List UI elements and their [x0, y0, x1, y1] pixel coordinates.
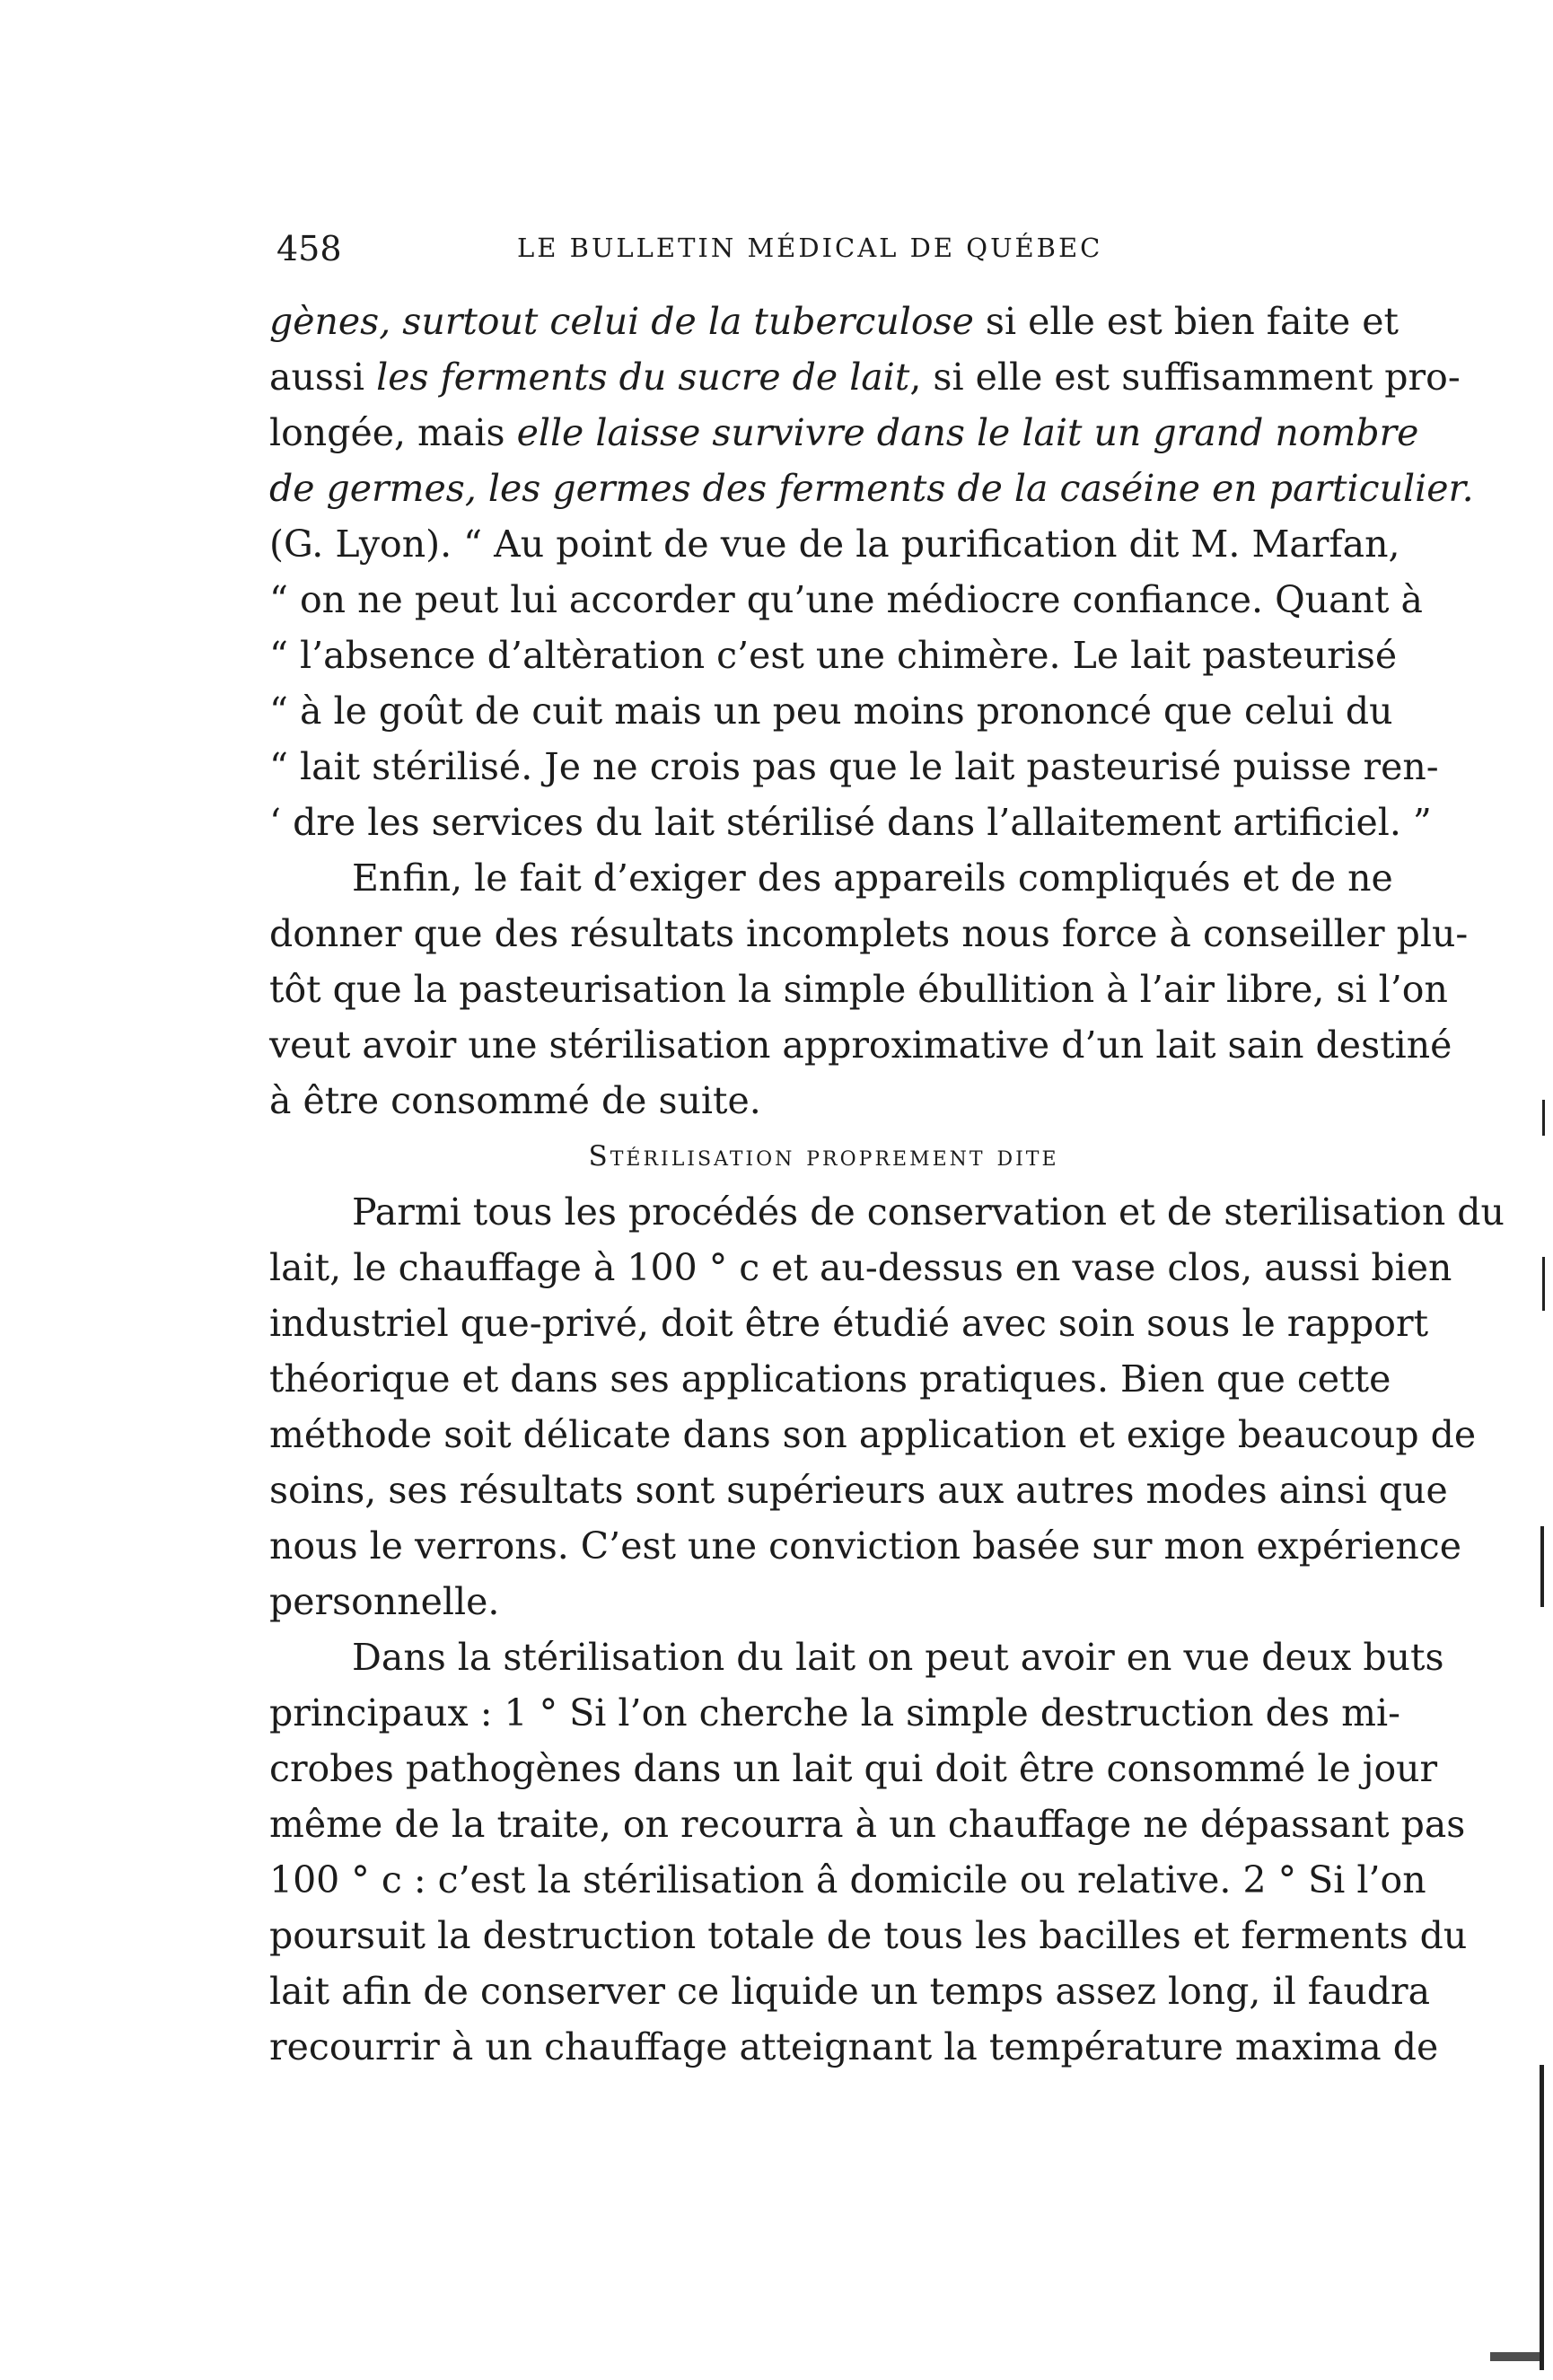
text-line: [269, 1796, 1466, 1852]
text-line: [269, 1351, 1391, 1407]
text-segment: “ on ne peut lui accorder qu’une médiocre confiance. Quant à: [269, 578, 1423, 621]
text-segment: veut avoir une stérilisation approximative d’un lait sain destiné: [269, 1023, 1452, 1067]
text-line: [269, 628, 1398, 683]
text-line: [269, 1629, 1444, 1685]
scan-edge-mark: [1542, 1100, 1545, 1136]
text-segment: lait afin de conserver ce liquide un temps assez long, il faudra: [269, 1970, 1431, 2013]
running-title: LE BULLETIN MÉDICAL DE QUÉBEC: [517, 233, 1103, 263]
text-line: [269, 850, 1393, 906]
text-line: [269, 906, 1469, 962]
text-line: [269, 294, 1399, 349]
text-segment: méthode soit délicate dans son application et exige beaucoup de: [269, 1413, 1477, 1456]
section-heading: [269, 1129, 1378, 1184]
text-line: [269, 1741, 1438, 1796]
text-line: [269, 1073, 1378, 1129]
text-line: [269, 1295, 1429, 1351]
text-line: [269, 461, 1474, 516]
text-line: [269, 572, 1423, 628]
text-segment: théorique et dans ses applications pratiques. Bien que cette: [269, 1357, 1391, 1401]
text-segment: ‘ dre les services du lait stérilisé dans l’allaitement artificiel. ”: [269, 801, 1432, 844]
text-segment: industriel que-privé, doit être étudié avec soin sous le rapport: [269, 1302, 1429, 1345]
text-segment: tôt que la pasteurisation la simple ébullition à l’air libre, si l’on: [269, 968, 1448, 1011]
text-line: [269, 1407, 1477, 1462]
text-line: [269, 1184, 1505, 1240]
text-segment: à être consommé de suite.: [269, 1079, 761, 1122]
text-segment: nous le verrons. C’est une conviction basée sur mon expérience: [269, 1524, 1461, 1568]
scan-edge-mark: [1542, 1257, 1545, 1311]
text-line: [269, 795, 1432, 850]
text-segment: “ l’absence d’altèration c’est une chimère. Le lait pasteurisé: [269, 634, 1398, 677]
text-segment: “ à le goût de cuit mais un peu moins prononcé que celui du: [269, 689, 1393, 733]
text-segment: lait, le chauffage à 100 ° c et au-dessus en vase clos, aussi bien: [269, 1246, 1452, 1289]
text-segment: personnelle.: [269, 1580, 500, 1623]
italic-text: gènes, surtout celui de la tuberculose: [269, 300, 974, 343]
text-segment: Enfin, le fait d’exiger des appareils compliqués et de ne: [352, 856, 1393, 900]
text-segment: soins, ses résultats sont supérieurs aux autres modes ainsi que: [269, 1469, 1448, 1512]
scan-edge-mark: [1540, 2065, 1544, 2370]
italic-text: de germes, les germes des ferments de la caséine en particulier.: [269, 467, 1474, 510]
text-line: [269, 349, 1461, 405]
text-segment: principaux : 1 ° Si l’on cherche la simple destruction des mi-: [269, 1691, 1400, 1735]
text-segment: si elle est bien faite et: [973, 300, 1399, 343]
text-line: [269, 1908, 1468, 1963]
text-line: [269, 683, 1393, 739]
text-line: [269, 516, 1400, 572]
text-line: [269, 1963, 1431, 2019]
text-segment: (G. Lyon). “ Au point de vue de la purification dit M. Marfan,: [269, 523, 1400, 566]
text-segment: recourrir à un chauffage atteignant la température maxima de: [269, 2025, 1439, 2068]
text-segment: Parmi tous les procédés de conservation et de sterilisation du: [352, 1190, 1505, 1234]
text-segment: Dans la stérilisation du lait on peut avoir en vue deux buts: [352, 1636, 1444, 1679]
text-line: [269, 1852, 1426, 1908]
text-segment: “ lait stérilisé. Je ne crois pas que le lait pasteurisé puisse ren-: [269, 745, 1439, 788]
text-line: [269, 1462, 1448, 1518]
text-segment: crobes pathogènes dans un lait qui doit être consommé le jour: [269, 1747, 1438, 1790]
text-segment: , si elle est suffisamment pro-: [909, 356, 1461, 399]
text-line: [269, 1685, 1400, 1741]
italic-text: elle laisse survivre dans le lait un grand nombre: [516, 411, 1419, 454]
text-line: [269, 1574, 1378, 1629]
text-segment: donner que des résultats incomplets nous force à conseiller plu-: [269, 912, 1469, 955]
text-segment: 100 ° c : c’est la stérilisation â domicile ou relative. 2 ° Si l’on: [269, 1858, 1426, 1901]
text-segment: Stérilisation proprement dite: [588, 1140, 1059, 1172]
text-segment: poursuit la destruction totale de tous les bacilles et ferments du: [269, 1914, 1468, 1957]
text-line: [269, 405, 1419, 461]
scan-edge-mark: [1490, 2352, 1544, 2361]
text-line: [269, 1240, 1452, 1295]
text-line: [269, 739, 1439, 795]
scan-edge-mark: [1540, 1526, 1544, 1607]
page-header: [276, 229, 1381, 274]
text-segment: longée, mais: [269, 411, 517, 454]
body-text: [269, 294, 1505, 2075]
text-segment: aussi: [269, 356, 377, 399]
page-number: 458: [276, 229, 342, 268]
italic-text: les ferments du sucre de lait: [376, 356, 910, 399]
text-line: [269, 962, 1448, 1017]
text-segment: même de la traite, on recourra à un chauffage ne dépassant pas: [269, 1803, 1466, 1846]
text-line: [269, 2019, 1439, 2075]
text-line: [269, 1518, 1461, 1574]
text-line: [269, 1017, 1452, 1073]
